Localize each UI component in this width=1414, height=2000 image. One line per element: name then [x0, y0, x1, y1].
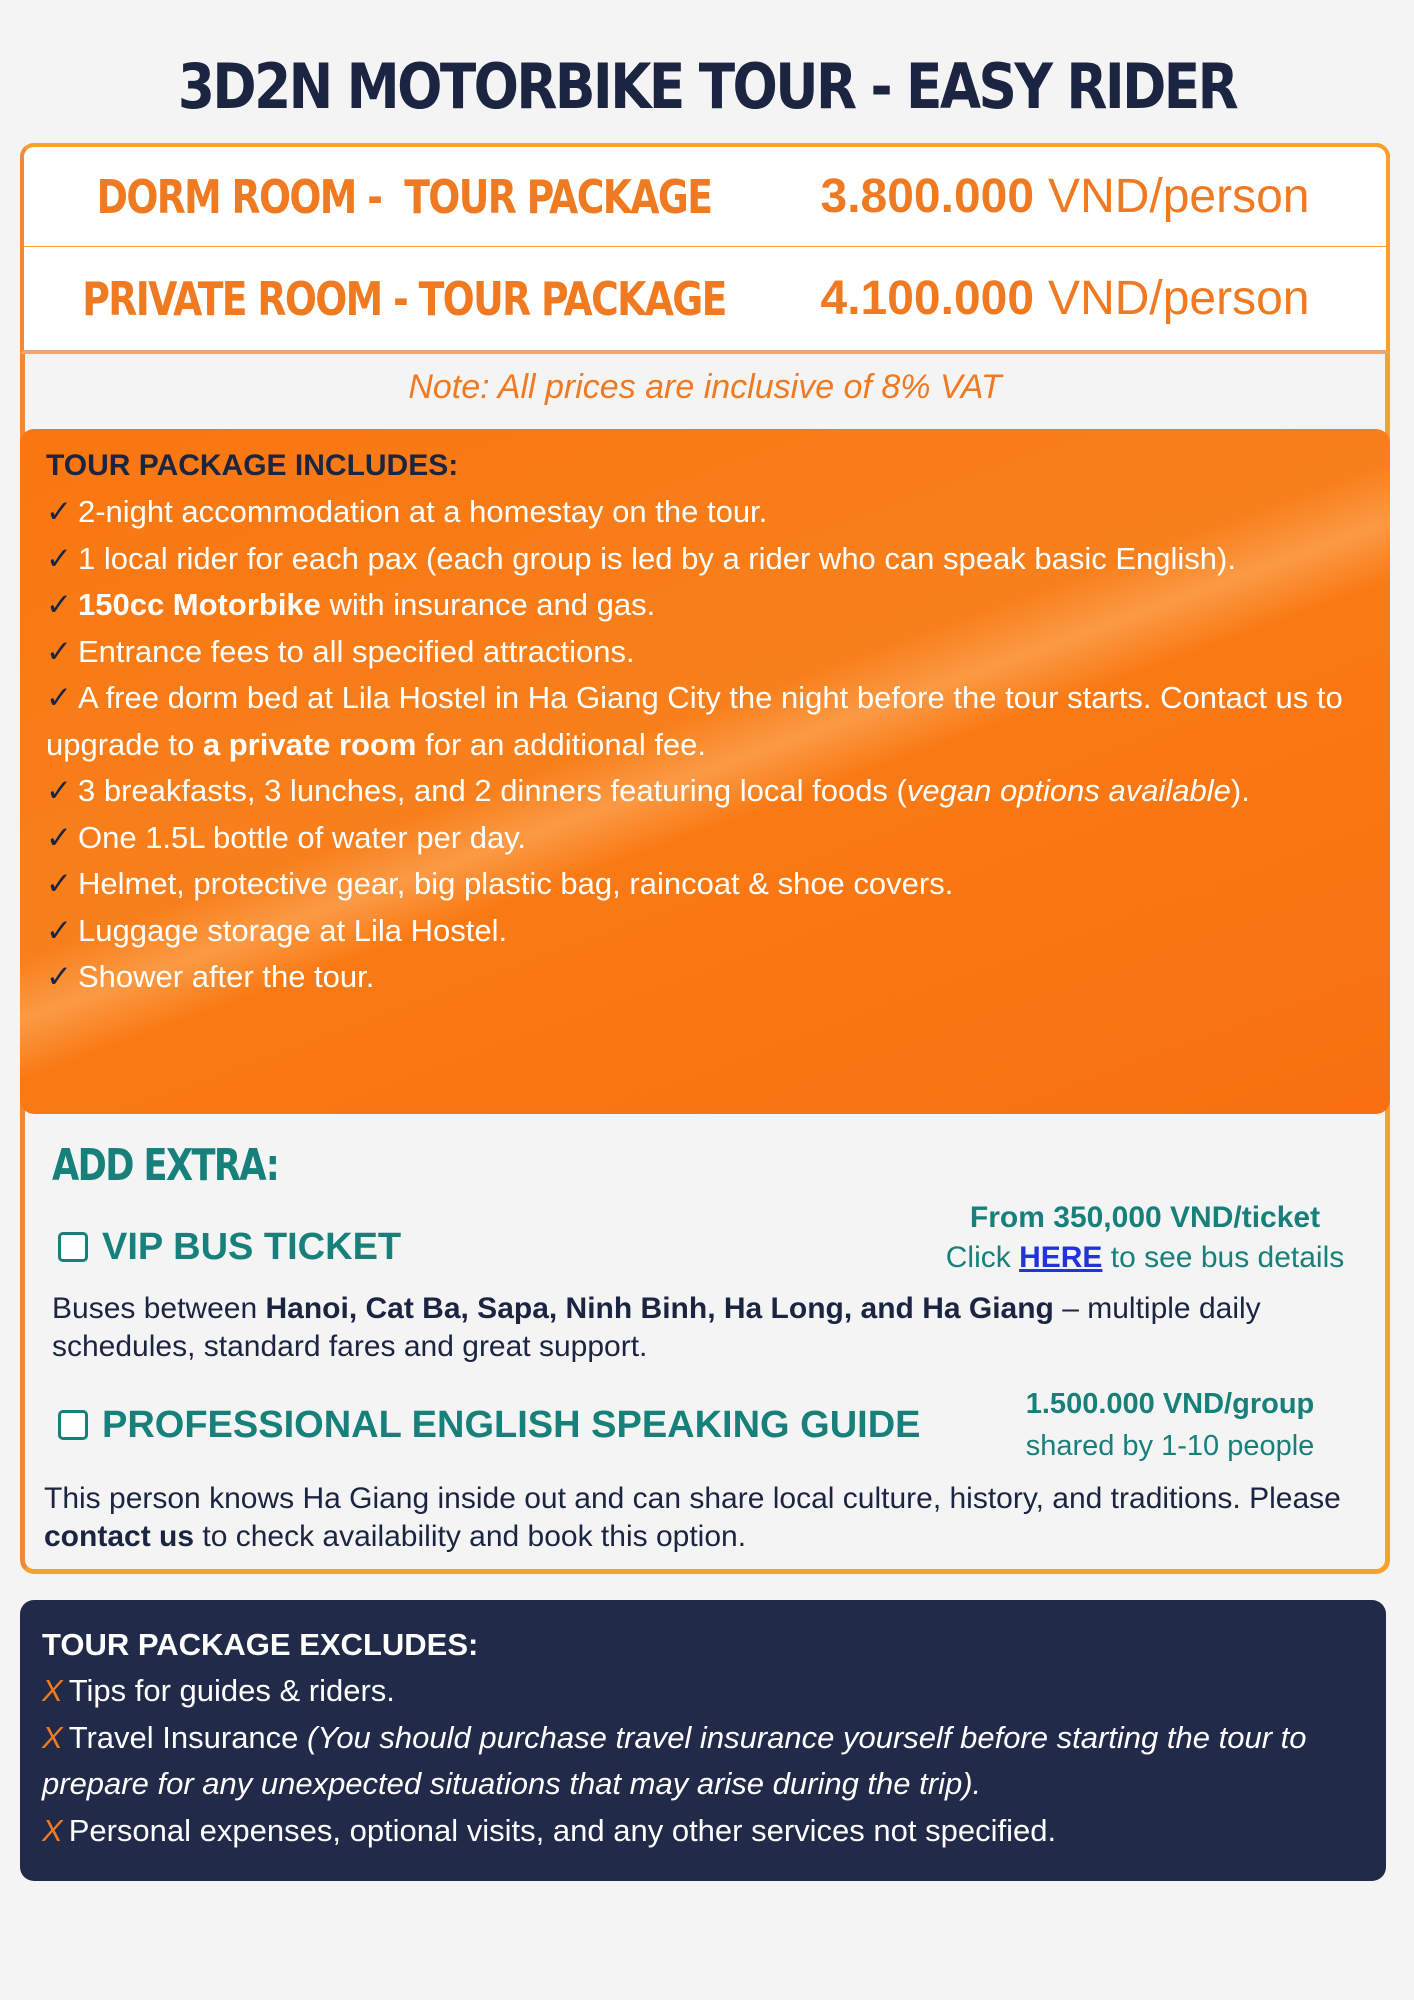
list-item: X Tips for guides & riders. — [42, 1673, 395, 1708]
private-package-price — [784, 247, 1346, 350]
vip-bus-description: Buses between Hanoi, Cat Ba, Sapa, Ninh Binh, Ha Long, and Ha Giang – multiple daily schedules, standard fares and great support. — [52, 1292, 1261, 1363]
private-package-label: PRIVATE ROOM - TOUR PACKAGE — [82, 271, 726, 326]
dorm-price-unit: VND/person — [1048, 170, 1310, 223]
check-icon: ✓ — [46, 540, 72, 576]
guide-checkbox[interactable] — [58, 1410, 88, 1440]
includes-panel — [20, 429, 1390, 1114]
list-item: X Travel Insurance (You should purchase travel insurance yourself before starting the tour to prepare for any unexpected situations that may arise during the trip). — [42, 1719, 1307, 1801]
excludes-list — [42, 1668, 1364, 1854]
guide-shared: shared by 1-10 people — [1025, 1430, 1315, 1462]
guide-option[interactable] — [58, 1400, 921, 1450]
vip-bus-title: VIP BUS TICKET — [102, 1225, 402, 1268]
guide-price: 1.500.000 VND/group — [1025, 1388, 1315, 1420]
check-icon: ✓ — [46, 773, 72, 808]
list-item: ✓ One 1.5L bottle of water per day. — [46, 819, 527, 855]
private-price-value: 4.100.000 — [820, 272, 1035, 325]
bus-details-link[interactable]: HERE — [1019, 1241, 1103, 1274]
add-extra-heading: ADD EXTRA: — [52, 1140, 279, 1191]
vat-note: Note: All prices are inclusive of 8% VAT — [408, 368, 1002, 406]
list-item: ✓ 1 local rider for each pax (each group is led by a rider who can speak basic English). — [46, 540, 1236, 576]
excludes-heading: TOUR PACKAGE EXCLUDES: — [42, 1627, 479, 1662]
vip-bus-link-line: Click HERE to see bus details — [945, 1241, 1345, 1274]
check-icon: ✓ — [46, 819, 72, 855]
check-icon: ✓ — [46, 866, 72, 901]
private-price-unit: VND/person — [1048, 272, 1310, 325]
guide-description: This person knows Ha Giang inside out and can share local culture, history, and traditions. Please contact us to check availability and book this option. — [44, 1482, 1341, 1553]
check-icon: ✓ — [46, 959, 72, 994]
page-title: 3D2N MOTORBIKE TOUR - EASY RIDER — [177, 50, 1237, 123]
list-item: ✓ 3 breakfasts, 3 lunches, and 2 dinners featuring local foods (vegan options available). — [46, 773, 1250, 808]
check-icon: ✓ — [46, 587, 72, 622]
vip-bus-checkbox[interactable] — [58, 1232, 88, 1262]
guide-price-block — [980, 1383, 1360, 1467]
list-item: X Personal expenses, optional visits, and any other services not specified. — [42, 1812, 1057, 1848]
list-item: ✓ Helmet, protective gear, big plastic bag, raincoat & shoe covers. — [46, 866, 954, 901]
list-item: ✓ Luggage storage at Lila Hostel. — [46, 912, 508, 948]
vip-bus-option[interactable] — [58, 1222, 401, 1272]
excludes-panel — [20, 1600, 1386, 1881]
vip-bus-price-block — [920, 1198, 1370, 1278]
includes-heading: TOUR PACKAGE INCLUDES: — [46, 449, 459, 482]
dorm-package-row — [20, 143, 1390, 250]
check-icon: ✓ — [46, 494, 72, 529]
dorm-price-value: 3.800.000 — [820, 170, 1035, 223]
dorm-package-price — [784, 147, 1346, 246]
private-package-row — [20, 247, 1390, 354]
check-icon: ✓ — [46, 680, 72, 715]
x-icon: X — [42, 1673, 63, 1708]
list-item: ✓ Entrance fees to all specified attractions. — [46, 633, 635, 669]
vip-bus-price: From 350,000 VND/ticket — [969, 1201, 1321, 1234]
list-item: ✓ 2-night accommodation at a homestay on the tour. — [46, 494, 768, 529]
check-icon: ✓ — [46, 912, 72, 948]
guide-title: PROFESSIONAL ENGLISH SPEAKING GUIDE — [102, 1403, 921, 1446]
check-icon: ✓ — [46, 633, 72, 669]
x-icon: X — [42, 1719, 63, 1755]
list-item: ✓ A free dorm bed at Lila Hostel in Ha Giang City the night before the tour starts. Contact us to upgrade to a private room for an additional fee. — [46, 680, 1343, 762]
dorm-package-label: DORM ROOM - TOUR PACKAGE — [96, 169, 712, 224]
contact-us-text: contact us — [44, 1520, 195, 1553]
list-item: ✓ Shower after the tour. — [46, 959, 375, 994]
x-icon: X — [42, 1812, 63, 1848]
includes-list — [46, 489, 1364, 1001]
list-item: ✓ 150cc Motorbike with insurance and gas. — [46, 587, 656, 622]
